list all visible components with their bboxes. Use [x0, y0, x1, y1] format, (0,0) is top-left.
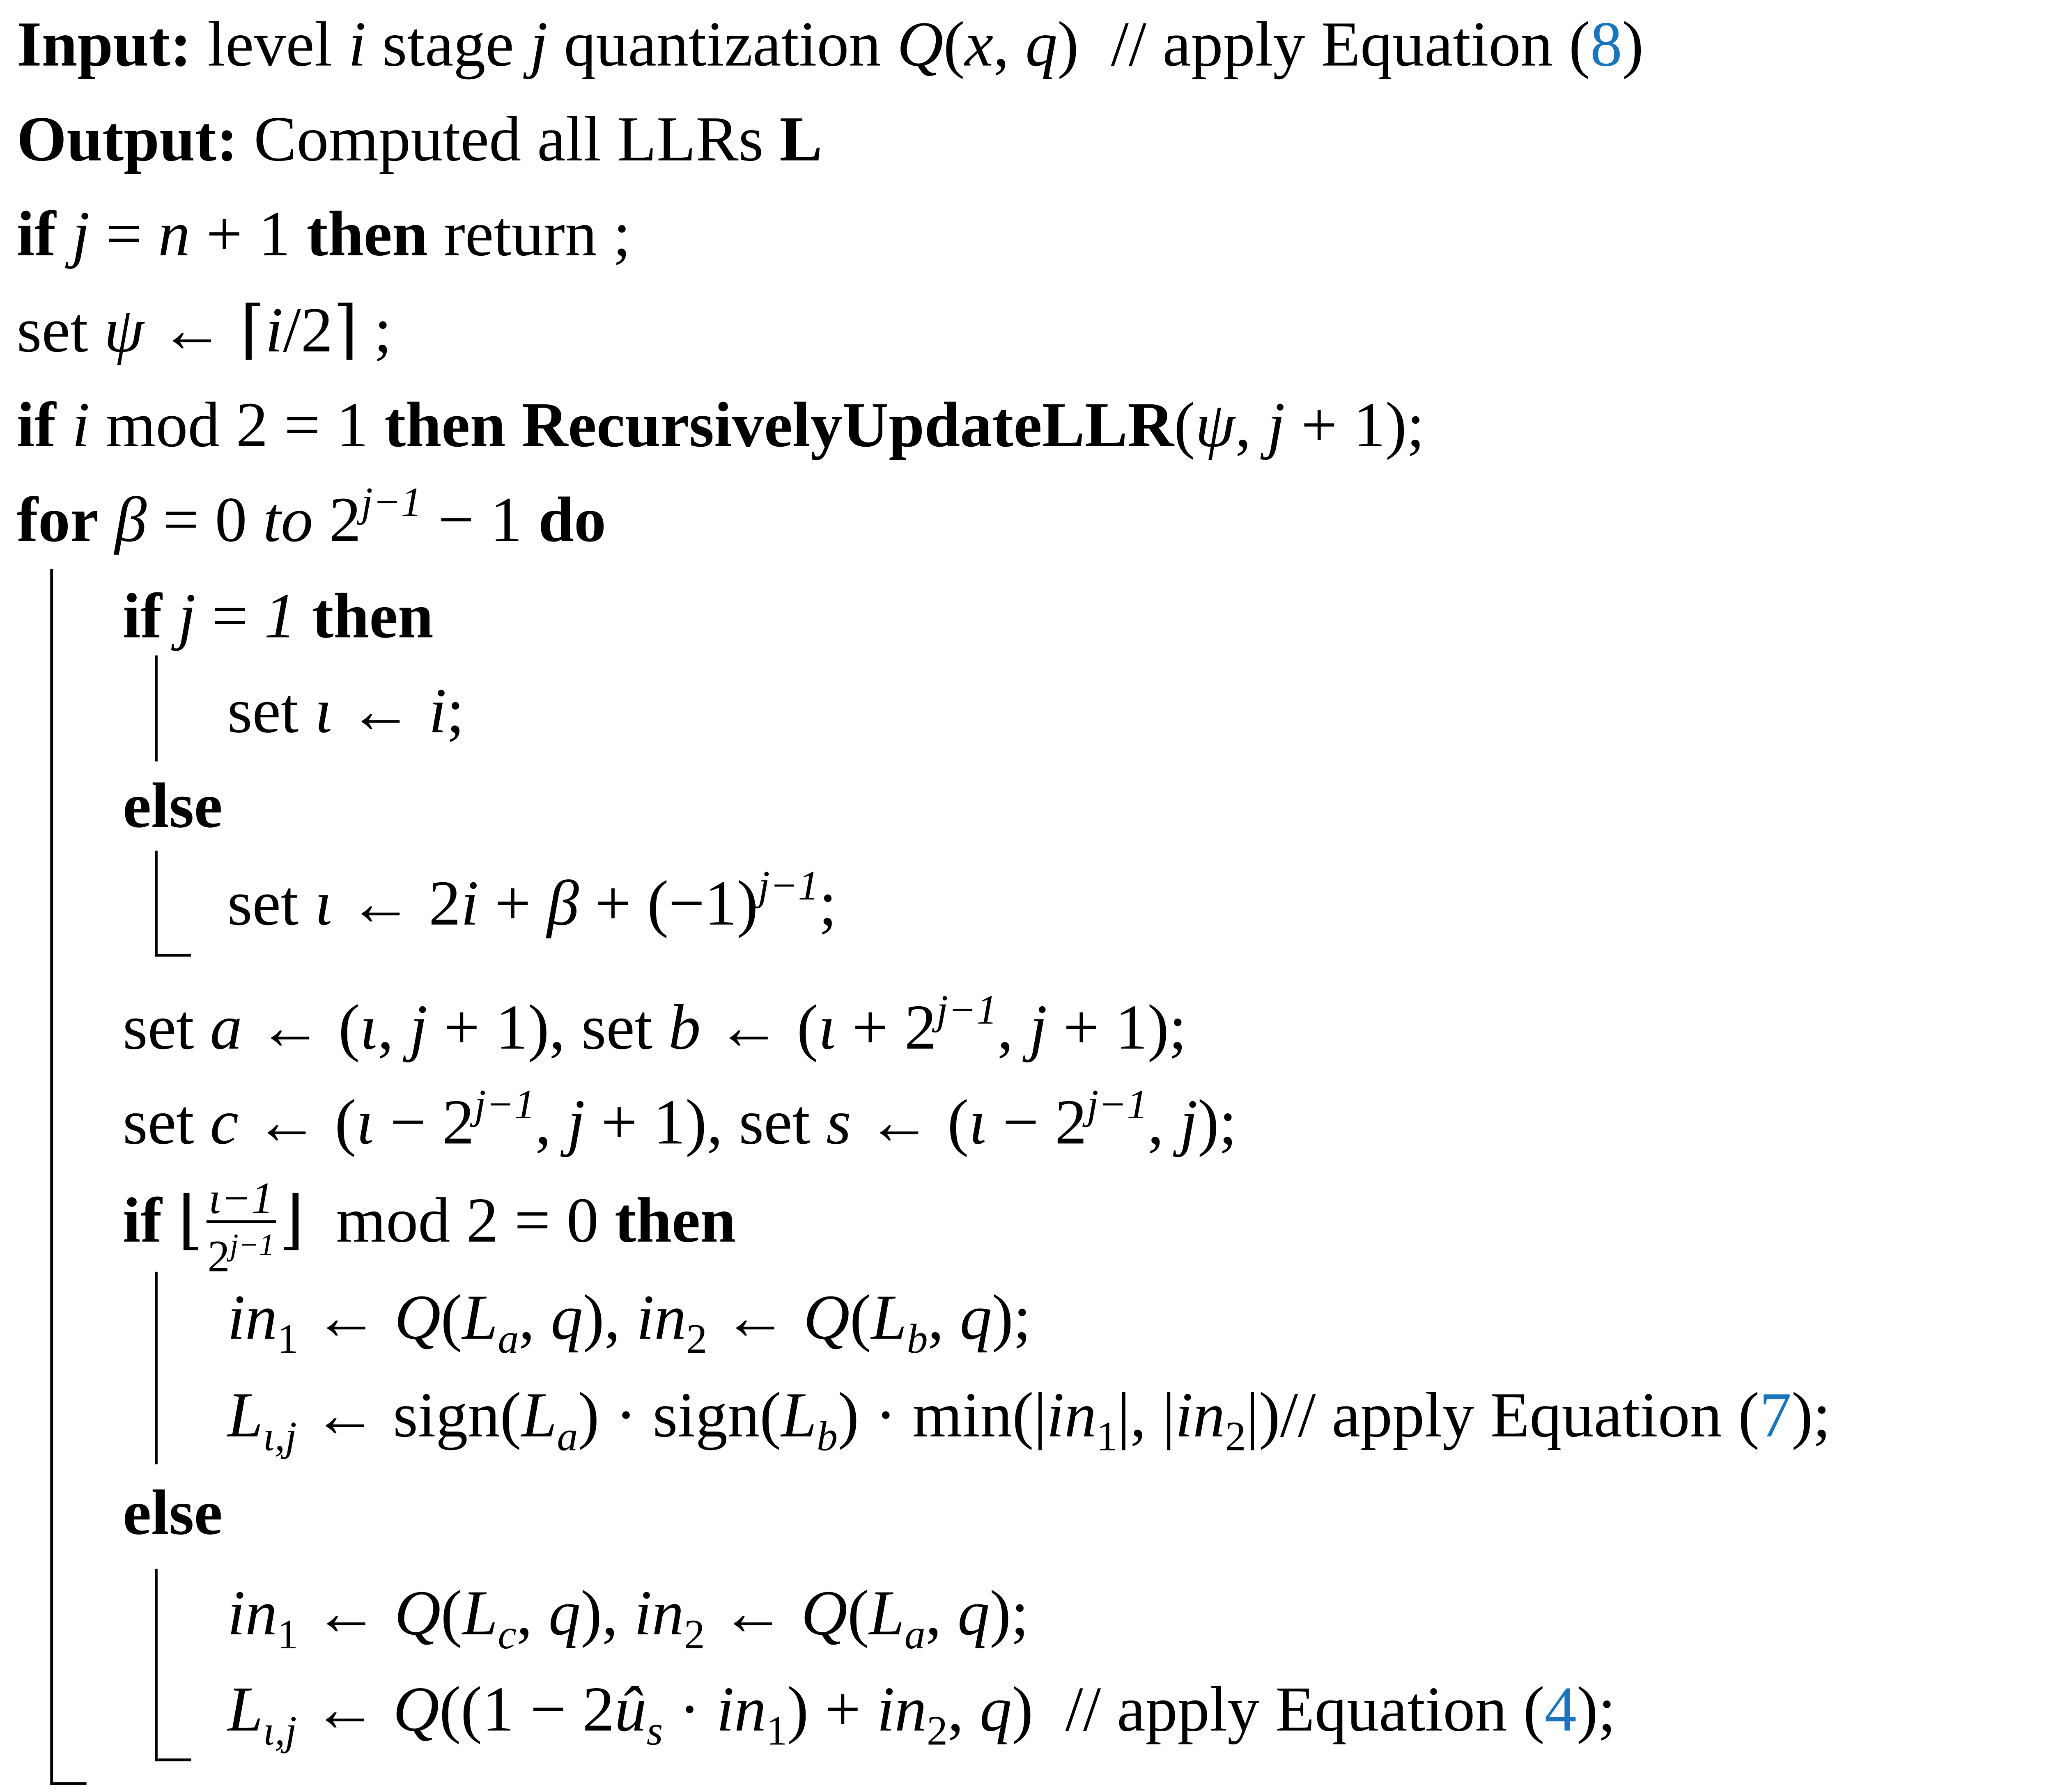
else-block-foot — [155, 1758, 191, 1761]
text-segment: 2 — [313, 484, 361, 555]
text-segment: ); — [1791, 1379, 1831, 1450]
text-segment: stage — [366, 8, 530, 80]
code-line — [227, 1276, 1031, 1363]
text-segment: ) · sign( — [578, 1379, 781, 1450]
code-line — [123, 1081, 1237, 1165]
text-segment: j — [530, 8, 548, 80]
text-segment: a — [210, 991, 242, 1063]
text-segment: q — [548, 1577, 581, 1649]
text-segment: ← ( — [700, 991, 818, 1063]
text-segment: ⌋ mod 2 = 0 — [279, 1184, 615, 1256]
text-segment: , — [377, 991, 410, 1063]
text-segment: c — [498, 1612, 517, 1658]
text-segment: L — [521, 1379, 557, 1450]
text-segment — [99, 484, 115, 555]
text-segment — [162, 580, 178, 651]
text-segment: a — [904, 1612, 925, 1658]
text-segment: ← — [298, 1577, 395, 1649]
text-segment — [296, 580, 312, 651]
code-line — [122, 1172, 736, 1281]
text-segment: |)// apply Equation ( — [1246, 1379, 1760, 1450]
text-segment: ← — [298, 1281, 395, 1353]
text-segment: Q — [393, 1673, 439, 1745]
text-segment: , — [925, 1577, 958, 1649]
text-segment: c — [210, 1086, 239, 1158]
denominator-base: 2 — [207, 1231, 230, 1281]
text-segment: j — [72, 198, 90, 269]
text-segment: q — [980, 1673, 1012, 1745]
output-line — [17, 98, 822, 181]
text-segment: ← — [332, 675, 429, 746]
equation-reference-link[interactable]: 7 — [1759, 1379, 1792, 1450]
text-segment: 2 — [1225, 1414, 1246, 1460]
input-line — [17, 3, 1644, 87]
text-segment: set — [227, 675, 315, 746]
text-segment: j−1 — [758, 863, 819, 909]
text-segment: ι — [969, 1086, 987, 1158]
text-segment: set — [122, 1086, 210, 1158]
else-block-rule — [155, 851, 158, 957]
text-segment: + 1), set — [585, 1086, 827, 1158]
text-segment: Q — [897, 8, 944, 80]
code-line — [123, 764, 223, 848]
text-segment: , — [997, 991, 1029, 1063]
text-segment: ); — [1576, 1673, 1616, 1745]
text-segment: j — [409, 991, 428, 1063]
code-line — [227, 669, 464, 753]
text-segment: L — [462, 1577, 498, 1649]
keyword: if — [16, 389, 56, 460]
equation-reference-link[interactable]: 8 — [1590, 8, 1622, 80]
text-segment: Q — [394, 1281, 441, 1353]
code-line — [227, 1374, 1831, 1460]
text-segment: = — [195, 580, 264, 652]
text-segment: , — [519, 1281, 551, 1353]
text-segment: j — [1267, 389, 1285, 460]
code-line — [17, 383, 1425, 467]
text-segment: ), — [583, 1281, 636, 1353]
text-segment: q — [551, 1281, 583, 1353]
text-segment: to — [263, 484, 313, 555]
text-segment: ← sign( — [296, 1379, 521, 1450]
text-segment: j — [567, 1086, 585, 1158]
text-segment: ) // apply Equation ( — [1012, 1673, 1545, 1745]
text-segment: s — [646, 1708, 663, 1755]
text-segment: ⌊ — [162, 1184, 203, 1256]
fraction-numerator: ι−1 — [206, 1176, 276, 1223]
text-segment: in — [227, 1281, 278, 1353]
text-segment: level — [191, 8, 349, 80]
text-segment: s — [826, 1086, 851, 1158]
text-segment: b — [817, 1414, 838, 1460]
keyword: if — [122, 580, 162, 652]
text-segment: · — [663, 1673, 716, 1745]
text-segment: return ; — [427, 198, 631, 269]
text-segment: |, | — [1117, 1379, 1175, 1450]
code-line — [17, 193, 631, 276]
text-segment: ι — [315, 675, 333, 746]
text-segment: L — [227, 1379, 263, 1450]
text-segment: − 1 — [422, 484, 539, 555]
else-block-rule — [155, 1569, 158, 1761]
text-segment: + 1 — [190, 198, 307, 269]
keyword: L — [779, 103, 822, 174]
text-segment: x — [964, 8, 993, 80]
text-segment: ι,j — [263, 1708, 297, 1755]
keyword: then RecursivelyUpdateLLR — [384, 389, 1174, 460]
for-block-rule — [50, 569, 53, 1785]
text-segment: a — [498, 1316, 519, 1363]
code-line — [227, 1572, 1029, 1658]
text-segment: 1 — [766, 1708, 788, 1755]
text-segment: i — [348, 8, 366, 80]
text-segment: ψ — [1195, 389, 1235, 460]
text-segment: i — [72, 389, 90, 460]
text-segment: Q — [803, 1281, 850, 1353]
text-segment: j−1 — [1087, 1082, 1148, 1129]
text-segment: − 2 — [374, 1086, 475, 1158]
text-segment: in — [1175, 1379, 1225, 1450]
text-segment: Computed all LLRs — [238, 103, 780, 174]
text-segment: 2 — [684, 1612, 705, 1658]
text-segment: + 1), set — [427, 991, 669, 1063]
text-segment: + 1); — [1047, 991, 1187, 1063]
code-line — [123, 986, 1187, 1070]
text-segment: n — [158, 198, 191, 269]
text-segment: û — [614, 1673, 647, 1745]
keyword: else — [122, 770, 223, 841]
text-segment: /2⌉ ; — [283, 294, 392, 365]
keyword: else — [122, 1477, 223, 1548]
text-segment: , — [1148, 1086, 1180, 1158]
text-segment: , — [1235, 389, 1268, 460]
text-segment: ((1 − 2 — [439, 1673, 615, 1745]
text-segment: mod 2 = 1 — [90, 389, 385, 460]
text-segment: ← — [705, 1577, 801, 1649]
text-segment: ; — [819, 867, 837, 939]
keyword: then — [615, 1184, 736, 1256]
text-segment: ← ( — [238, 1086, 356, 1158]
text-segment: ) · min(| — [838, 1379, 1047, 1450]
text-segment: ← 2 — [332, 867, 461, 939]
text-segment: set — [122, 991, 210, 1063]
text-segment: , — [947, 1673, 980, 1745]
text-segment: ι — [356, 1086, 374, 1158]
text-segment: ; — [446, 675, 464, 746]
text-segment: 1 — [277, 1612, 299, 1658]
text-segment: in — [716, 1673, 767, 1745]
text-segment: in — [634, 1577, 684, 1649]
text-segment: + 2 — [836, 991, 937, 1063]
text-segment: L — [462, 1281, 498, 1353]
text-segment: ), — [580, 1577, 634, 1649]
text-segment: b — [907, 1316, 928, 1363]
text-segment: in — [227, 1577, 278, 1649]
text-segment: + 1); — [1285, 389, 1425, 460]
text-segment: j−1 — [936, 987, 997, 1034]
keyword: Input: — [16, 8, 192, 80]
if-block-rule — [155, 1272, 158, 1464]
keyword: if — [122, 1184, 162, 1256]
text-segment: L — [227, 1673, 263, 1745]
text-segment: ι,j — [263, 1414, 297, 1460]
text-segment: L — [868, 1577, 905, 1649]
keyword: then — [306, 198, 428, 269]
keyword: then — [312, 580, 434, 652]
text-segment: i — [265, 294, 283, 365]
text-segment: ) — [1622, 8, 1644, 80]
text-segment: ι — [360, 991, 378, 1063]
text-segment: ) // apply Equation ( — [1057, 8, 1590, 80]
code-line — [227, 862, 837, 945]
text-segment: Q — [394, 1577, 441, 1649]
text-segment: in — [636, 1281, 687, 1353]
fraction-denominator — [206, 1223, 276, 1281]
equation-reference-link[interactable]: 4 — [1544, 1673, 1577, 1745]
text-segment — [56, 389, 72, 460]
text-segment: 1 — [264, 580, 296, 652]
text-segment: ← ⌈ — [144, 294, 265, 365]
text-segment: 1 — [277, 1316, 299, 1363]
text-segment: j — [1029, 991, 1047, 1063]
code-line — [227, 1668, 1616, 1755]
text-segment: ); — [1197, 1086, 1237, 1158]
text-segment: L — [781, 1379, 817, 1450]
text-segment: + — [478, 867, 547, 939]
text-segment: 2 — [926, 1708, 948, 1755]
fraction — [206, 1172, 276, 1281]
text-segment: + (−1) — [579, 867, 758, 939]
text-segment: j−1 — [474, 1082, 535, 1129]
text-segment: ); — [990, 1577, 1029, 1649]
text-segment: ← ( — [242, 991, 360, 1063]
text-segment — [56, 198, 72, 269]
text-segment: a — [557, 1414, 578, 1460]
text-segment: − 2 — [986, 1086, 1087, 1158]
text-segment: ι — [315, 867, 333, 939]
code-line — [17, 289, 392, 372]
text-segment: = 0 — [147, 484, 263, 555]
code-line — [123, 1471, 223, 1555]
text-segment: ); — [992, 1281, 1031, 1353]
text-segment: q — [1025, 8, 1058, 80]
text-segment: Q — [801, 1577, 847, 1649]
keyword: if — [16, 198, 56, 269]
text-segment: i — [461, 867, 479, 939]
text-segment: = — [90, 198, 158, 269]
text-segment: , — [535, 1086, 567, 1158]
text-segment: 1 — [1096, 1414, 1118, 1460]
text-segment: j−1 — [361, 480, 422, 526]
keyword: do — [538, 484, 606, 555]
else-block-foot — [155, 954, 191, 957]
text-segment: L — [871, 1281, 907, 1353]
text-segment: ( — [847, 1577, 869, 1649]
text-segment: b — [668, 991, 701, 1063]
text-segment: ← ( — [851, 1086, 969, 1158]
text-segment: q — [958, 1577, 990, 1649]
text-segment: ( — [441, 1577, 462, 1649]
text-segment: ← — [707, 1281, 804, 1353]
text-segment: , — [993, 8, 1026, 80]
text-segment: , — [516, 1577, 549, 1649]
text-segment: β — [547, 867, 579, 939]
text-segment: 2 — [686, 1316, 707, 1363]
text-segment: ( — [943, 8, 965, 80]
text-segment: j — [1180, 1086, 1198, 1158]
text-segment: in — [877, 1673, 927, 1745]
text-segment: ( — [850, 1281, 871, 1353]
text-segment: ( — [441, 1281, 462, 1353]
text-segment: set — [16, 294, 104, 365]
text-segment: ι — [818, 991, 836, 1063]
text-segment: in — [1046, 1379, 1097, 1450]
keyword: for — [16, 484, 99, 555]
text-segment: β — [115, 484, 147, 555]
keyword: Output: — [16, 103, 238, 174]
text-segment: ψ — [104, 294, 144, 365]
text-segment: i — [429, 675, 447, 746]
denominator-exponent: j−1 — [230, 1227, 275, 1262]
text-segment: ( — [1173, 389, 1196, 460]
text-segment: j — [178, 580, 196, 652]
code-line — [123, 574, 434, 658]
text-segment: ) + — [787, 1673, 877, 1745]
if-block-rule — [155, 655, 158, 761]
text-segment: set — [227, 867, 315, 939]
for-block-foot — [50, 1782, 86, 1785]
text-segment: , — [928, 1281, 960, 1353]
text-segment: q — [960, 1281, 992, 1353]
for-loop-line — [17, 478, 606, 562]
text-segment: quantization — [548, 8, 897, 80]
text-segment: ← — [296, 1673, 393, 1745]
